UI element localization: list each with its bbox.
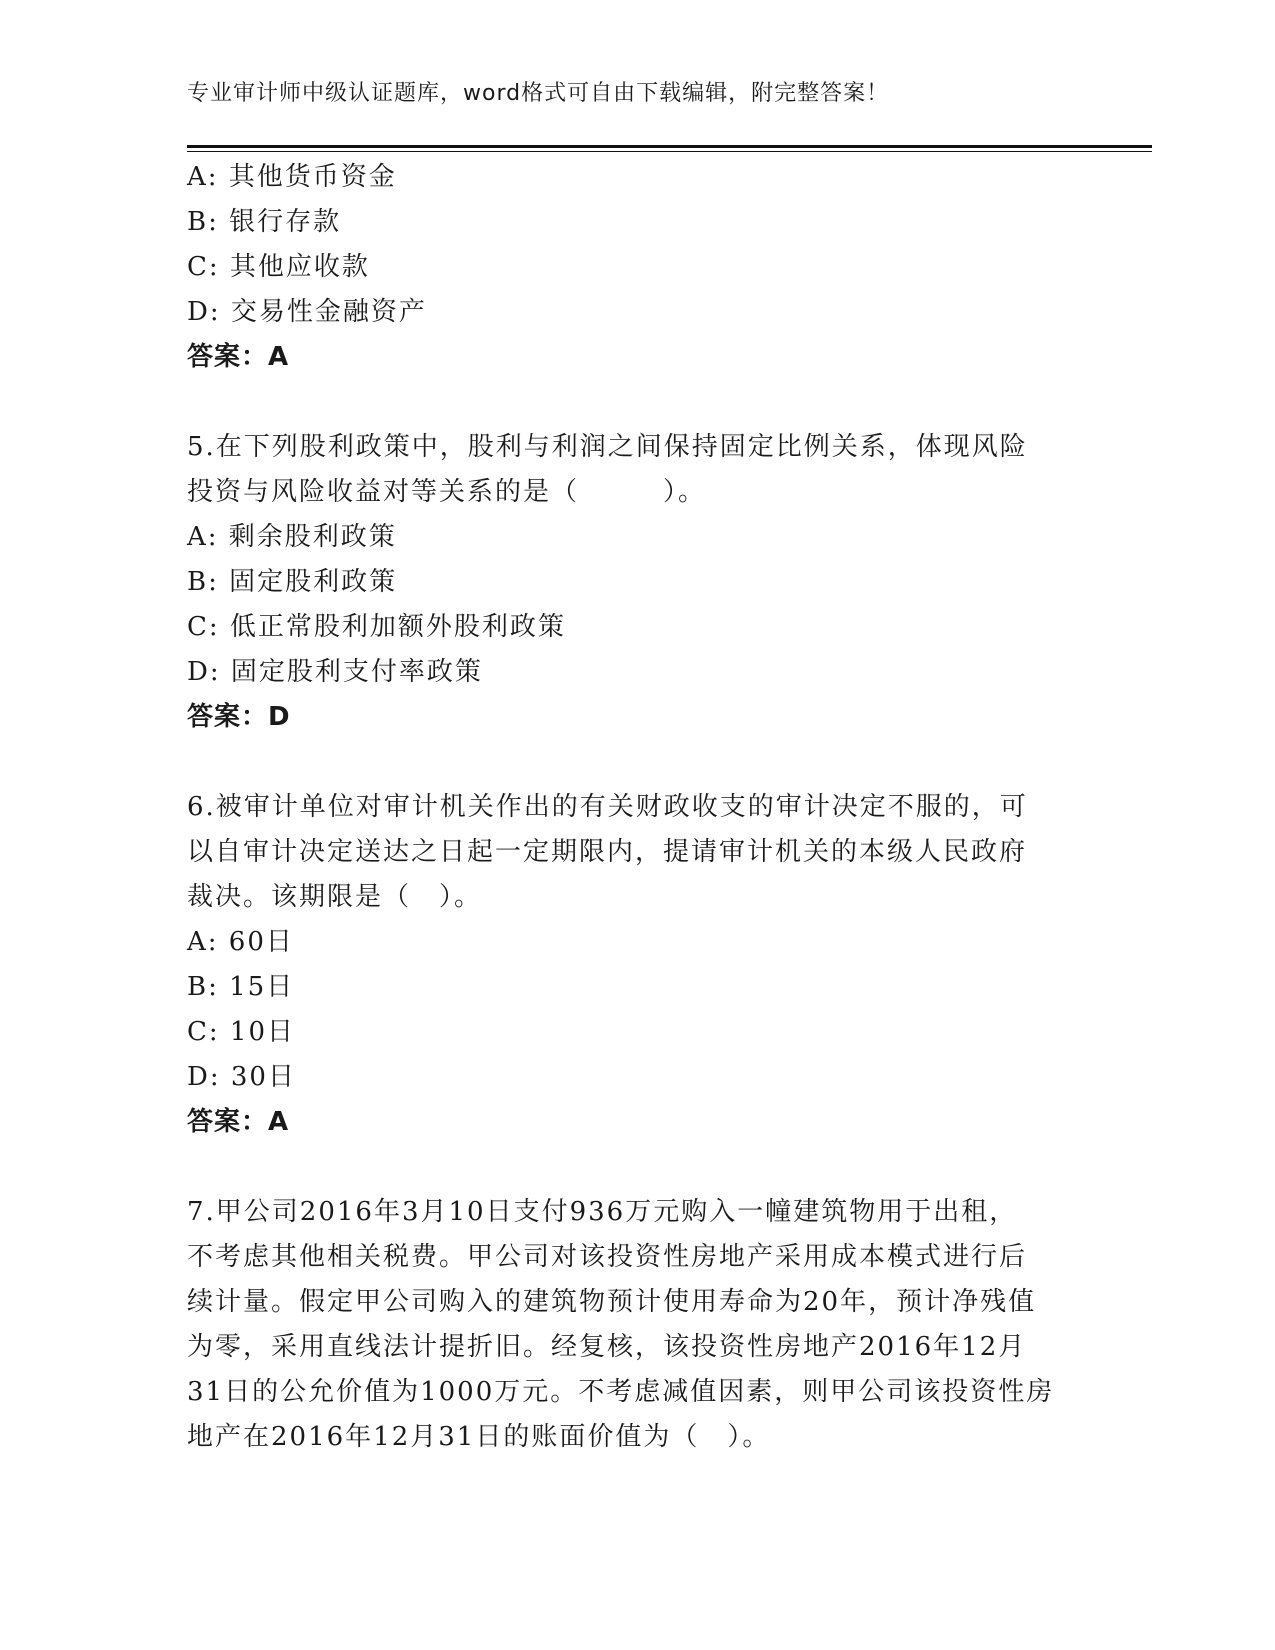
answer: 答案：A [187, 342, 290, 372]
spacer [187, 740, 1087, 785]
question-text-line: 6.被审计单位对审计机关作出的有关财政收支的审计决定不服的，可 [187, 792, 1028, 822]
header-divider-thin [187, 151, 1152, 152]
question-text-line: 地产在2016年12月31日的账面价值为（ ）。 [187, 1422, 771, 1452]
question-text-line: 投资与风险收益对等关系的是（ ）。 [187, 477, 707, 507]
option-b: B: 银行存款 [187, 207, 342, 237]
question-text-line: 7.甲公司2016年3月10日支付936万元购入一幢建筑物用于出租， [187, 1197, 1018, 1227]
option-c: C: 10日 [187, 1017, 296, 1047]
question-text-line: 以自审计决定送达之日起一定期限内，提请审计机关的本级人民政府 [187, 837, 1028, 867]
option-d: D: 30日 [187, 1062, 296, 1092]
question-5 [187, 425, 1087, 740]
question-text-line: 裁决。该期限是（ ）。 [187, 882, 483, 912]
question-4-options [187, 155, 1087, 380]
answer: 答案：D [187, 702, 291, 732]
question-6 [187, 785, 1087, 1145]
answer: 答案：A [187, 1107, 290, 1137]
question-content [187, 155, 1087, 1460]
question-text-line: 31日的公允价值为1000万元。不考虑减值因素，则甲公司该投资性房 [187, 1377, 1055, 1407]
option-c: C: 其他应收款 [187, 252, 370, 282]
question-text-line: 续计量。假定甲公司购入的建筑物预计使用寿命为20年，预计净残值 [187, 1287, 1037, 1317]
question-text-line: 为零，采用直线法计提折旧。经复核，该投资性房地产2016年12月 [187, 1332, 1027, 1362]
question-7 [187, 1190, 1087, 1460]
option-a: A: 剩余股利政策 [187, 522, 397, 552]
option-d: D: 交易性金融资产 [187, 297, 427, 327]
option-c: C: 低正常股利加额外股利政策 [187, 612, 566, 642]
option-b: B: 15日 [187, 972, 295, 1002]
question-text-line: 5.在下列股利政策中，股利与利润之间保持固定比例关系，体现风险 [187, 432, 1028, 462]
header-divider-thick [187, 145, 1152, 148]
option-a: A: 60日 [187, 927, 294, 957]
option-d: D: 固定股利支付率政策 [187, 657, 483, 687]
question-text-line: 不考虑其他相关税费。甲公司对该投资性房地产采用成本模式进行后 [187, 1242, 1028, 1272]
option-b: B: 固定股利政策 [187, 567, 398, 597]
page-header: 专业审计师中级认证题库，word格式可自由下载编辑，附完整答案！ [187, 81, 890, 106]
spacer [187, 1145, 1087, 1190]
option-a: A: 其他货币资金 [187, 162, 397, 192]
spacer [187, 380, 1087, 425]
